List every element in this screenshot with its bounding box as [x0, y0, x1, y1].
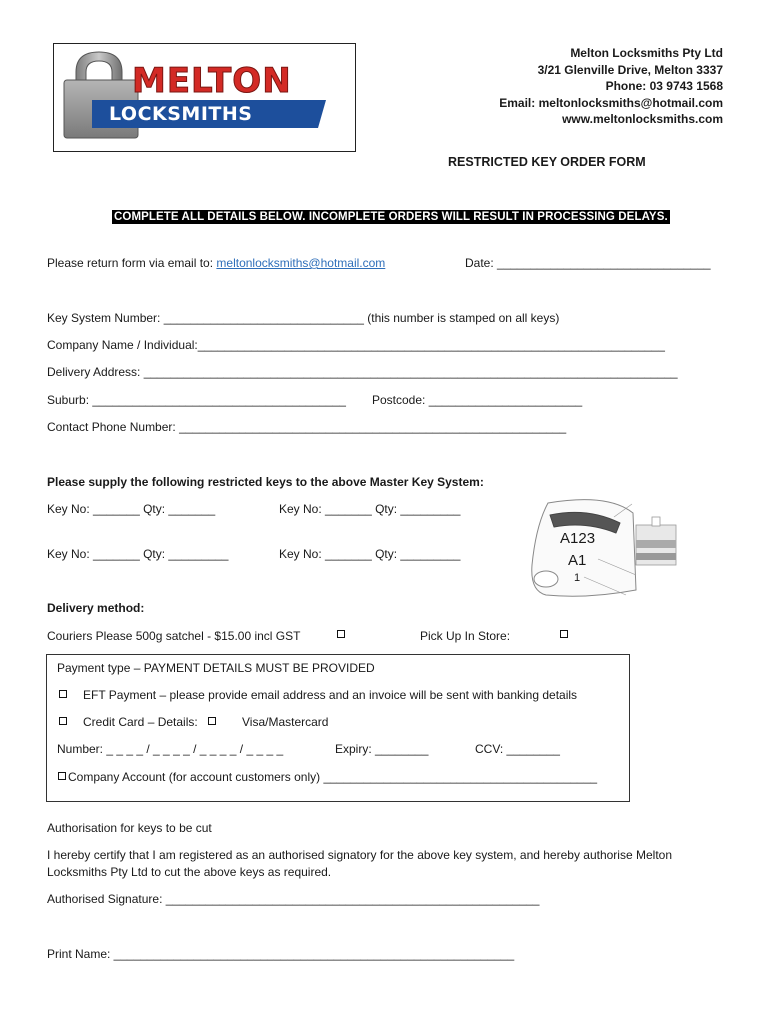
- couriers-checkbox[interactable]: [337, 630, 345, 638]
- card-ccv-field[interactable]: CCV: ________: [475, 742, 560, 756]
- key-illustration-code: A1: [568, 552, 587, 569]
- postcode-field[interactable]: Postcode: _______________________: [372, 393, 583, 407]
- company-account-checkbox[interactable]: [58, 772, 66, 780]
- return-email-link[interactable]: meltonlocksmiths@hotmail.com: [216, 256, 386, 270]
- authorised-signature-field[interactable]: Authorised Signature: ________________________________________________________: [47, 892, 540, 906]
- credit-card-label: Credit Card – Details:: [83, 715, 198, 729]
- delivery-address-field[interactable]: Delivery Address: ________________________________________________________________________________: [47, 365, 678, 379]
- company-website: www.meltonlocksmiths.com: [562, 112, 723, 126]
- key-system-number-field[interactable]: Key System Number: ______________________________ (this number is stamped on all keys): [47, 311, 560, 325]
- key-head-illustration: [528, 495, 678, 600]
- pickup-option-label: Pick Up In Store:: [420, 629, 511, 643]
- credit-card-checkbox[interactable]: [59, 717, 67, 725]
- company-name-field[interactable]: Company Name / Individual:______________________________________________________________________: [47, 338, 665, 352]
- company-contact-block: [499, 45, 723, 128]
- key-row-2-left[interactable]: Key No: _______ Qty: _________: [47, 547, 229, 561]
- company-account-field[interactable]: Company Account (for account customers only) _________________________________________: [68, 770, 598, 784]
- return-label: Please return form via email to:: [47, 256, 217, 270]
- logo-text-locksmiths: LOCKSMITHS: [109, 103, 253, 125]
- company-logo: [53, 43, 356, 152]
- company-address: 3/21 Glenville Drive, Melton 3337: [537, 62, 723, 77]
- delivery-method-heading: Delivery method:: [47, 601, 145, 615]
- company-email: Email: meltonlocksmiths@hotmail.com: [499, 95, 723, 110]
- pickup-checkbox[interactable]: [560, 630, 568, 638]
- authorisation-statement-line-2: Locksmiths Pty Ltd to cut the above keys as required.: [47, 865, 332, 879]
- visa-mastercard-label: Visa/Mastercard: [242, 715, 329, 729]
- payment-heading: Payment type – PAYMENT DETAILS MUST BE PROVIDED: [57, 661, 375, 675]
- eft-label: EFT Payment – please provide email address and an invoice will be sent with banking details: [83, 688, 578, 702]
- instructions-banner: COMPLETE ALL DETAILS BELOW. INCOMPLETE ORDERS WILL RESULT IN PROCESSING DELAYS.: [114, 211, 668, 223]
- authorisation-statement-line-1: I hereby certify that I am registered as an authorised signatory for the above key system, and hereby authorise Melton: [47, 848, 672, 862]
- key-illustration-number: 1: [574, 572, 581, 584]
- key-row-1-left[interactable]: Key No: _______ Qty: _______: [47, 502, 216, 516]
- contact-phone-field[interactable]: Contact Phone Number: __________________________________________________________: [47, 420, 567, 434]
- card-expiry-field[interactable]: Expiry: ________: [335, 742, 429, 756]
- date-field[interactable]: Date: ________________________________: [465, 256, 711, 270]
- suburb-field[interactable]: Suburb: ______________________________________: [47, 393, 346, 407]
- company-phone: Phone: 03 9743 1568: [605, 79, 723, 93]
- print-name-field[interactable]: Print Name: ____________________________________________________________: [47, 947, 515, 961]
- logo-text-melton: MELTON: [132, 61, 292, 101]
- key-row-1-right[interactable]: Key No: _______ Qty: _________: [279, 502, 461, 516]
- company-name: Melton Locksmiths Pty Ltd: [570, 46, 723, 60]
- visa-mastercard-checkbox[interactable]: [208, 717, 216, 725]
- authorisation-heading: Authorisation for keys to be cut: [47, 821, 212, 835]
- card-number-field[interactable]: Number: _ _ _ _ / _ _ _ _ / _ _ _ _ / _ _ _ _: [57, 742, 284, 756]
- couriers-option-label: Couriers Please 500g satchel - $15.00 incl GST: [47, 629, 301, 643]
- keys-section-heading: Please supply the following restricted keys to the above Master Key System:: [47, 475, 484, 489]
- key-illustration-system: A123: [560, 530, 596, 547]
- key-diagram-icon: [528, 495, 678, 600]
- form-title: RESTRICTED KEY ORDER FORM: [448, 155, 646, 169]
- key-row-2-right[interactable]: Key No: _______ Qty: _________: [279, 547, 461, 561]
- return-instruction: [47, 256, 385, 270]
- eft-checkbox[interactable]: [59, 690, 67, 698]
